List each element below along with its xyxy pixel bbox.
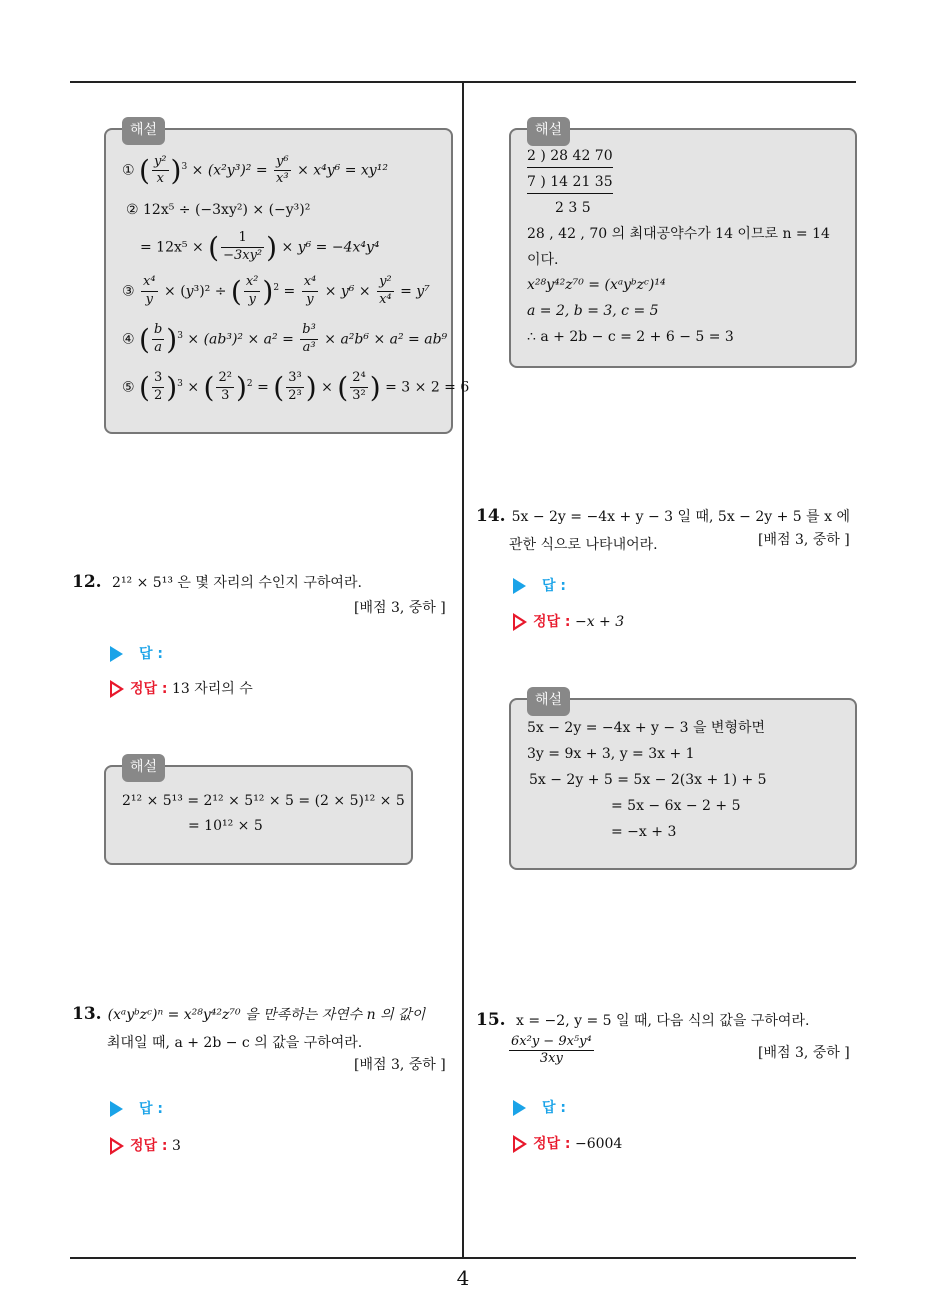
solution-line: 3y = 9x + 3, y = 3x + 1 [527,745,695,762]
solution-line: = −x + 3 [611,823,677,840]
solution-line-2b: = 12x⁵ × ( $\frac{1}{\text{−3xy²}}$ ) × y⁶ = −4x⁴y⁴ [140,230,380,264]
correct-answer-row: 정답 : −6004 [513,1133,622,1153]
solution-tag: 해설 [527,117,570,146]
solution-box-12 [104,759,413,865]
question-15 [476,1004,809,1036]
question-meta: [배점 3, 중하 ] [758,1045,850,1061]
solution-tag: 해설 [122,117,165,145]
question-text: x = −2, y = 5 일 때, 다음 식의 값을 구하여라. [516,1013,810,1029]
solution-line-1: ① ( $\frac{\text{y²}}{x}$ )$^3$ × (x²y³)² = $\frac{\text{y⁶}}{\text{x³}}$ × x⁴y⁶ = xy¹² [122,153,388,187]
play-icon [513,578,526,594]
answer-row: 답 : [110,1098,163,1118]
outline-triangle-icon [110,1137,124,1155]
question-12 [72,566,362,598]
question-13 [72,998,425,1057]
solution-line: 2¹² × 5¹³ = 2¹² × 5¹² × 5 = (2 × 5)¹² × 5 [122,793,405,809]
solution-line-3: ③ $\frac{\text{x⁴}}{y}$ × (y³)² ÷ ( $\frac{\text{x²}}{y}$ )$^2$ = $\frac{\text{x⁴}}{y}$ × y⁶ × $\frac{\text{y²}}{\text{x⁴}}$ = y⁷ [122,274,430,308]
play-icon [513,1100,526,1116]
solution-line-5: ⑤ ( $\frac{3}{2}$ )$^3$ × ( $\frac{\text{2²}}{3}$ )$^2$ = ( $\frac{\text{3³}}{\text{2³}}$ ) × ( $\frac{\text{2⁴}}{\text{3²}}$ ) = 3 × 2 = 6 [122,370,470,404]
outline-triangle-icon [110,680,124,698]
solution-box-13 [509,122,857,368]
question-number: 14. [476,506,506,526]
solution-line: a = 2, b = 3, c = 5 [527,303,659,320]
solution-line: = 10¹² × 5 [188,817,263,834]
solution-line: 이다. [527,251,559,268]
answer-row: 답 : [513,1097,566,1117]
correct-answer: −6004 [574,1136,623,1152]
play-icon [110,646,123,662]
column-divider [462,81,464,1259]
correct-answer: 13 자리의 수 [171,681,253,697]
solution-line: 5x − 2y = −4x + y − 3 을 변형하면 [527,720,766,736]
correct-answer: −x + 3 [574,614,625,630]
solution-line: 28 , 42 , 70 의 최대공약수가 14 이므로 n = 14 [527,225,830,242]
answer-row: 답 : [110,643,163,663]
correct-answer: 3 [171,1138,181,1154]
question-meta: [배점 3, 중하 ] [758,532,850,548]
correct-answer-row: 정답 : 13 자리의 수 [110,678,253,698]
solution-line-4: ④ ( $\frac{b}{a}$ )$^3$ × (ab³)² × a² = $\frac{\text{b³}}{\text{a³}}$ × a²b⁶ × a² = ab⁹ [122,322,448,356]
correct-answer-row: 정답 : −x + 3 [513,611,624,631]
solution-box-11 [104,122,470,434]
question-number: 15. [476,1010,506,1030]
solution-box-14 [509,692,857,870]
question-text: 5x − 2y = −4x + y − 3 일 때, 5x − 2y + 5 를 x 에 [511,509,851,525]
question-number: 13. [72,1004,102,1024]
page-number: 4 [456,1266,470,1290]
play-icon [110,1101,123,1117]
question-text: (xᵃyᵇzᶜ)ⁿ = x²⁸y⁴²z⁷⁰ 을 만족하는 자연수 n 의 값이 [107,1007,426,1023]
division-row-3: 2 3 5 [555,199,591,216]
bottom-rule [70,1257,856,1259]
outline-triangle-icon [513,613,527,631]
correct-answer-row: 정답 : 3 [110,1135,181,1155]
solution-tag: 해설 [527,687,570,716]
solution-line: ∴ a + 2b − c = 2 + 6 − 5 = 3 [527,329,734,346]
question-text: 최대일 때, a + 2b − c 의 값을 구하여라. [107,1035,363,1052]
solution-line: 5x − 2y + 5 = 5x − 2(3x + 1) + 5 [529,771,767,788]
solution-tag: 해설 [122,754,165,782]
division-row-2: 7 ) 14 21 35 [527,172,613,194]
question-meta: [배점 3, 중하 ] [354,1057,446,1073]
division-row-1: 2 ) 28 42 70 [527,146,613,168]
question-text: 2¹² × 5¹³ 은 몇 자리의 수인지 구하여라. [112,575,362,591]
solution-line: = 5x − 6x − 2 + 5 [611,797,741,814]
solution-line-2a: ② 12x⁵ ÷ (−3xy²) × (−y³)² [126,202,311,218]
solution-line: x²⁸y⁴²z⁷⁰ = (xᵃyᵇzᶜ)¹⁴ [527,277,666,294]
question-meta: [배점 3, 중하 ] [354,600,446,616]
question-fraction: $\frac{\text{6x²y − 9x⁵y⁴}}{3xy}$ [511,1034,592,1067]
outline-triangle-icon [513,1135,527,1153]
question-number: 12. [72,572,102,592]
question-text: 관한 식으로 나타내어라. [509,537,658,554]
answer-row: 답 : [513,575,566,595]
